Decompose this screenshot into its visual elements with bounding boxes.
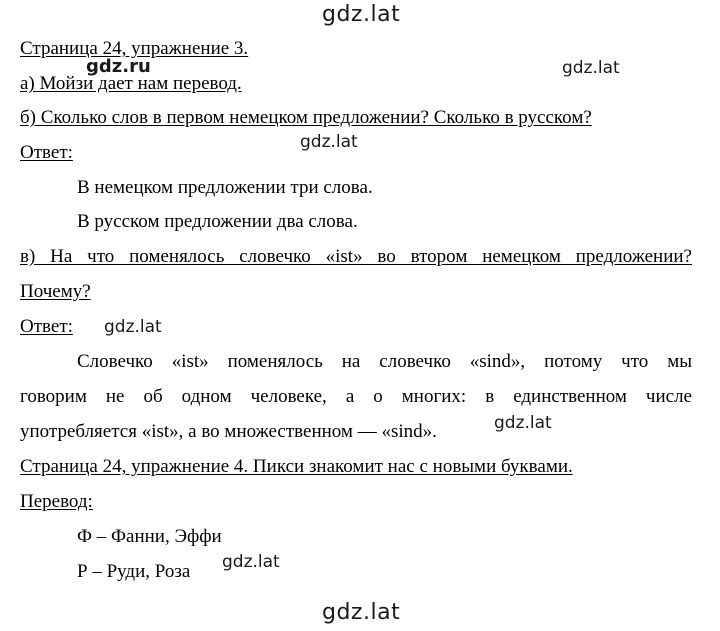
answer-b-line-2: В русском предложении два слова.: [77, 211, 358, 232]
exercise-3-title: Страница 24, упражнение 3.: [20, 38, 249, 59]
letter-r-line: Р – Руди, Роза: [77, 561, 191, 582]
answer-label-1: Ответ:: [20, 142, 73, 163]
question-v-line-2: Почему?: [20, 281, 91, 302]
question-b: б) Сколько слов в первом немецком предложении? Сколько в русском?: [20, 107, 592, 128]
watermark-mid-3: gdz.lat: [494, 413, 552, 433]
watermark-gdz-ru: gdz.ru: [86, 56, 151, 77]
letter-f-line: Ф – Фанни, Эффи: [77, 526, 222, 547]
answer-v-line-3: употребляется «ist», а во множественном — «sind».: [20, 421, 437, 442]
answer-v-line-1: Словечко «ist» поменялось на словечко «sind», потому что мы: [77, 351, 692, 372]
watermark-right-top: gdz.lat: [562, 58, 620, 78]
translation-label: Перевод:: [20, 491, 93, 512]
exercise-4-title: Страница 24, упражнение 4. Пикси знакомит нас с новыми буквами.: [20, 456, 573, 477]
watermark-top: gdz.lat: [322, 2, 401, 27]
watermark-bottom: gdz.lat: [322, 600, 401, 625]
watermark-mid-2: gdz.lat: [104, 317, 162, 337]
question-v-line-1: в) На что поменялось словечко «ist» во втором немецком предложении?: [20, 246, 692, 267]
question-a: а) Мойзи дает нам перевод.: [20, 73, 242, 94]
watermark-mid-1: gdz.lat: [300, 132, 358, 152]
answer-v-line-2: говорим не об одном человеке, а о многих: в единственном числе: [20, 386, 692, 407]
answer-b-line-1: В немецком предложении три слова.: [77, 177, 373, 198]
watermark-bottom-small: gdz.lat: [222, 552, 280, 572]
answer-label-2: Ответ:: [20, 316, 73, 337]
